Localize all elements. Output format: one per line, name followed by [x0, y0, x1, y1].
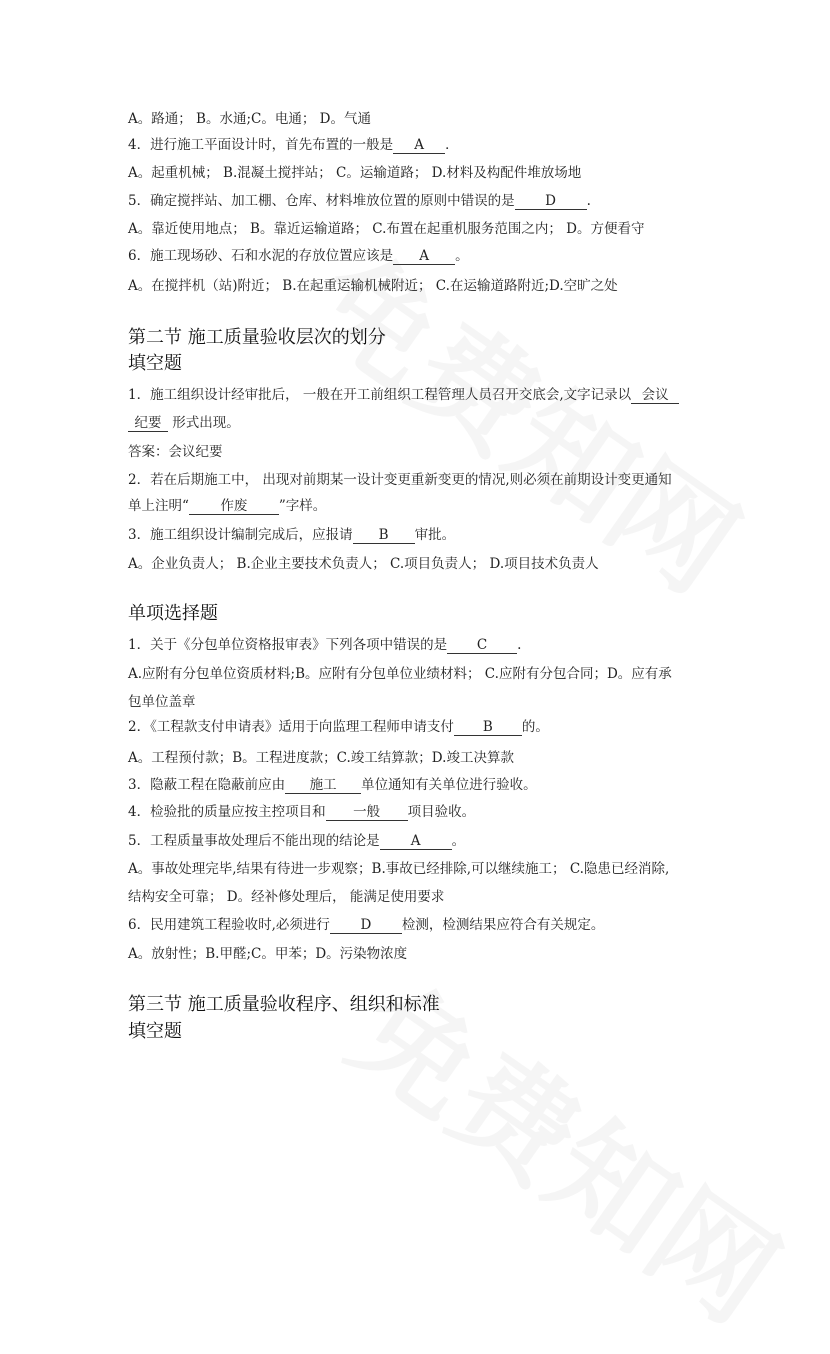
subsection-heading: 填空题: [128, 1021, 182, 1042]
question-line: [128, 665, 672, 683]
text-run: A。企业负责人； B.企业主要技术负责人； C.项目负责人； D.项目技术负责人: [128, 556, 599, 572]
text-run: 2．若在后期施工中， 出现对前期某一设计变更重新变更的情况,则必须在前期设计变更通知: [128, 472, 672, 488]
question-line: [128, 636, 521, 654]
text-run: 6．施工现场砂、石和水泥的存放位置应该是: [128, 248, 394, 264]
question-line: [128, 414, 240, 432]
text-run: 答案：会议纪要: [128, 444, 223, 460]
question-line: [128, 718, 549, 736]
answer-blank: 纪要: [128, 415, 168, 432]
text-run: A。靠近使用地点； B。靠近运输道路； C.布置在起重机服务范围之内； D。方便看守: [128, 221, 645, 237]
answer-blank: 一般: [326, 804, 408, 821]
text-run: A。在搅拌机（站)附近； B.在起重运输机械附近； C.在运输道路附近;D.空旷之处: [128, 278, 618, 294]
question-line: [128, 164, 581, 182]
text-run: 检测，检测结果应符合有关规定。: [401, 917, 605, 933]
question-line: [128, 497, 326, 515]
text-run: 3．隐蔽工程在隐蔽前应由: [128, 777, 286, 793]
text-run: A。事故处理完毕,结果有待进一步观察；B.事故已经排除,可以继续施工； C.隐患已经消除,: [128, 861, 670, 877]
question-line: [128, 803, 475, 821]
question-line: [128, 749, 514, 767]
text-run: .: [586, 193, 591, 209]
answer-blank: A: [380, 833, 452, 850]
answer-blank: A: [393, 137, 445, 154]
answer-blank: C: [447, 637, 517, 654]
text-run: ．: [445, 137, 459, 153]
text-run: 结构安全可靠； D。经补修处理后， 能满足使用要求: [128, 889, 445, 905]
text-run: 项目验收。: [407, 804, 476, 820]
subsection-heading: 单项选择题: [128, 603, 218, 624]
text-run: 形式出现。: [168, 415, 240, 431]
text-run: 5．工程质量事故处理后不能出现的结论是: [128, 833, 380, 849]
question-line: [128, 693, 196, 711]
question-line: [128, 386, 679, 404]
text-run: 4．进行施工平面设计时，首先布置的一般是: [128, 137, 394, 153]
question-line: [128, 860, 669, 878]
text-run: 单上注明“: [128, 498, 189, 514]
subsection-heading: 填空题: [128, 353, 182, 374]
text-run: .: [517, 637, 522, 653]
text-run: 1．施工组织设计经审批后， 一般在开工前组织工程管理人员召开交底会,文字记录以: [128, 387, 632, 403]
question-line: [128, 945, 407, 963]
text-run: A.应附有分包单位资质材料;B。应附有分包单位业绩材料； C.应附有分包合同；D。应有承: [128, 666, 672, 682]
question-line: [128, 776, 537, 794]
text-run: ”字样。: [278, 498, 327, 514]
text-run: 1．关于《分包单位资格报审表》下列各项中错误的是: [128, 637, 448, 653]
answer-blank: D: [330, 917, 402, 934]
text-run: 。: [451, 833, 466, 849]
answer-blank: 会议: [631, 387, 679, 404]
question-line: [128, 526, 455, 544]
text-run: 的。: [521, 719, 549, 735]
answer-line: [128, 443, 223, 461]
text-run: 。: [455, 248, 469, 264]
answer-blank: 作废: [189, 498, 279, 515]
text-run: A。放射性；B.甲醛;C。甲苯；D。污染物浓度: [128, 946, 408, 962]
question-line: [128, 136, 459, 154]
section-heading: 第二节 施工质量验收层次的划分: [128, 327, 386, 348]
text-run: 审批。: [414, 527, 456, 543]
question-line: [128, 832, 465, 850]
answer-blank: B: [353, 527, 415, 544]
question-line: [128, 247, 469, 265]
question-line: [128, 916, 604, 934]
text-run: A。起重机械； B.混凝土搅拌站； C。运输道路； D.材料及构配件堆放场地: [128, 165, 582, 181]
question-line: [128, 471, 672, 489]
answer-blank: B: [454, 719, 522, 736]
text-run: 6．民用建筑工程验收时,必须进行: [128, 917, 330, 933]
text-run: 单位通知有关单位进行验收。: [361, 777, 537, 793]
answer-blank: A: [393, 248, 455, 265]
question-line: [128, 555, 599, 573]
question-line: [128, 220, 645, 238]
text-run: A。工程预付款；B。工程进度款；C.竣工结算款；D.竣工决算款: [128, 750, 514, 766]
question-line: [128, 277, 618, 295]
text-run: 5．确定搅拌站、加工棚、仓库、材料堆放位置的原则中错误的是: [128, 193, 515, 209]
section-heading: 第三节 施工质量验收程序、组织和标准: [128, 994, 440, 1015]
text-run: 3．施工组织设计编制完成后，应报请: [128, 527, 353, 543]
answer-blank: D: [515, 193, 587, 210]
question-line: [128, 888, 444, 906]
answer-blank: 施工: [285, 777, 361, 794]
text-run: 2．《工程款支付申请表》适用于向监理工程师申请支付: [128, 719, 454, 735]
question-line: [128, 192, 591, 210]
text-run: 包单位盖章: [128, 694, 196, 710]
text-run: A。路通； B。水通;C。电通； D。气通: [128, 111, 371, 127]
question-line: [128, 110, 371, 128]
text-run: 4．检验批的质量应按主控项目和: [128, 804, 326, 820]
